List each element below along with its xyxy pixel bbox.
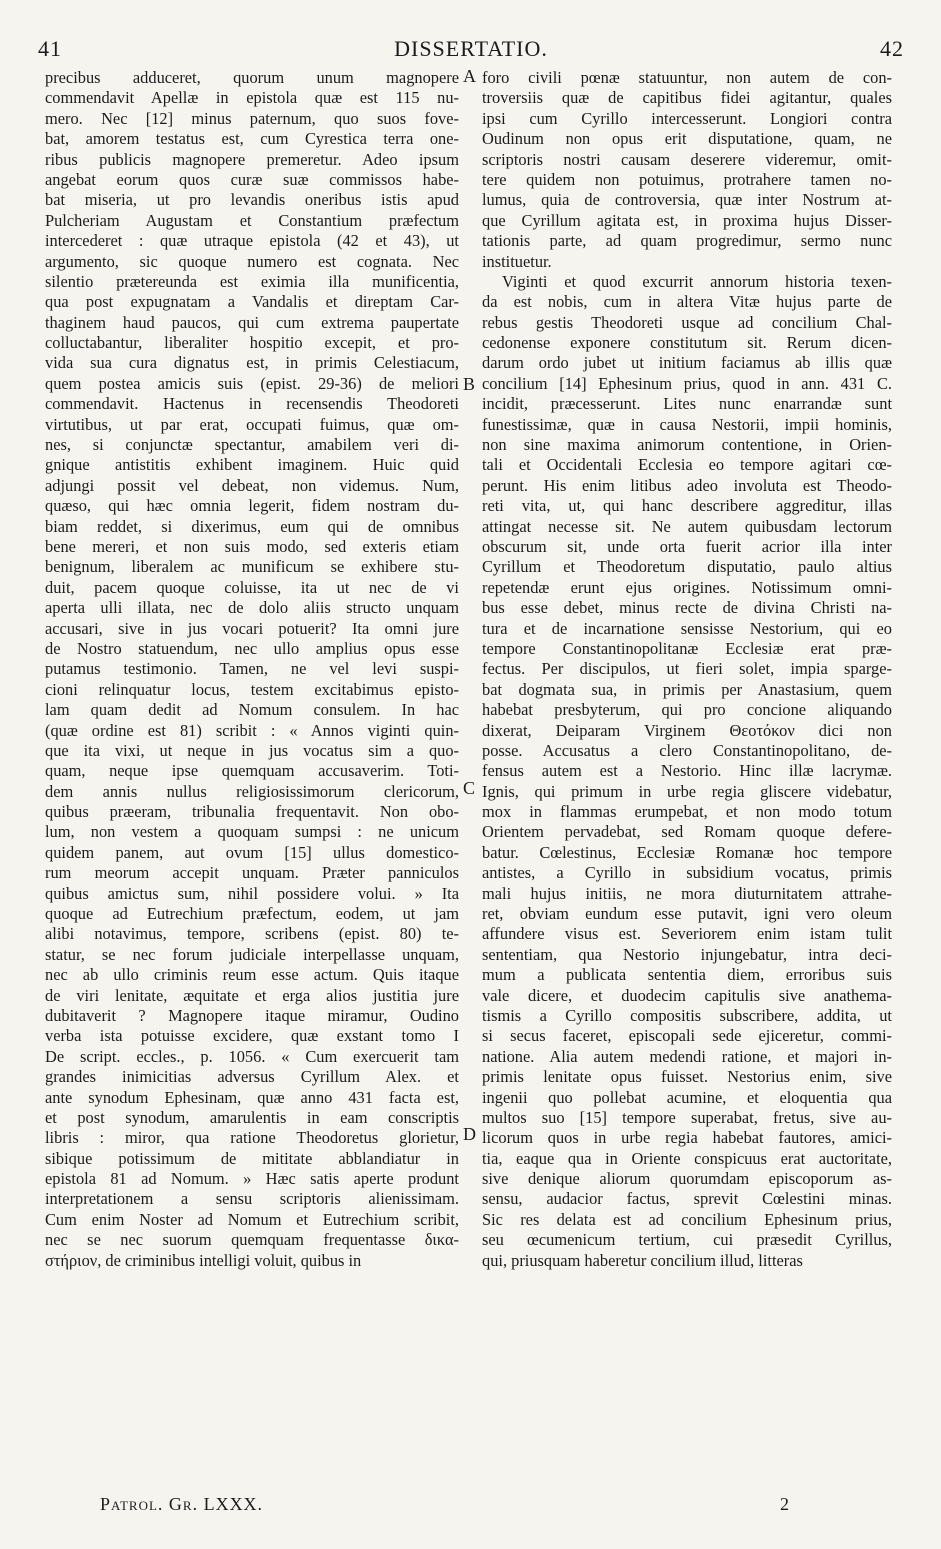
text-line: (quæ ordine est 81) scribit : « Annos viginti quin-: [45, 720, 459, 740]
text-line: qui, priusquam haberetur concilium illud, litteras: [482, 1250, 803, 1270]
text-line: dixerat, Deiparam Virginem Θεοτόκον dici non: [482, 720, 892, 740]
text-line: Pulcheriam Augustam et Constantium præfectum: [45, 210, 459, 230]
text-line: Cyrillum et Theodoretum disputatio, paulo altius: [482, 557, 892, 577]
text-line: de viri lenitate, æquitate et erga alios justitia jure: [45, 985, 459, 1005]
text-line: sibique potissimum de mititate abblandiatur in: [45, 1148, 459, 1168]
text-line: gnique antistitis exhibent imaginem. Huic quid: [45, 455, 459, 475]
text-line: tia, eaque qua in Oriente conspicuus erat auctoritate,: [482, 1148, 892, 1168]
page-number-left: 41: [38, 36, 62, 61]
footer-signature: 2: [780, 1494, 790, 1514]
text-line: affundere visus est. Severiorem enim istam tulit: [482, 924, 892, 944]
text-line: que ita vixi, ut neque in jus vocatus sim a quo-: [45, 740, 459, 760]
text-line: posse. Accusatus a clero Constantinopolitano, de-: [482, 740, 892, 760]
text-line: mali hujus initiis, ne mora diuturnitatem attrahe-: [482, 883, 892, 903]
right-column: [482, 68, 892, 1271]
text-line: aperta ulli illata, nec de dolo aliis structo unquam: [45, 598, 459, 618]
text-line: seu œcumenicum tertium, cui præsedit Cyrillus,: [482, 1230, 892, 1250]
margin-letter-d: D: [463, 1124, 476, 1144]
text-line: στήριον, de criminibus intelligi voluit, quibus in: [45, 1250, 362, 1270]
text-line: silentio prætereunda est eximia illa munificentia,: [45, 271, 459, 291]
text-line: accusari, sive in jus vocari potuerit? Ita omni jure: [45, 618, 459, 638]
text-line: biam reddet, si dixerimus, eum qui de omnibus: [45, 516, 459, 536]
text-line: dem annis nullus religiosissimorum clericorum,: [45, 781, 459, 801]
text-line: foro civili pœnæ statuuntur, non autem de con-: [482, 68, 892, 87]
text-line: instituetur.: [482, 251, 552, 271]
text-line: sensu, audacior factus, sprevit Cœlestini minas.: [482, 1189, 892, 1209]
text-line: attingat necesse sit. Ne autem quibusdam lectorum: [482, 516, 892, 536]
text-line: si secus faceret, episcopali sede ejiceretur, commi-: [482, 1026, 892, 1046]
text-line: quidem panem, aut ovum [15] ullus domestico-: [45, 842, 459, 862]
text-line: Oudinum non opus erit disputatione, quam, ne: [482, 129, 892, 149]
text-line: quibus amictus sum, nihil possidere volui. » Ita: [45, 883, 459, 903]
text-line: bat dogmata sua, in primis per Anastasium, quem: [482, 679, 892, 699]
text-line: libris : miror, qua ratione Theodoretus glorietur,: [45, 1128, 459, 1148]
text-line: epistola 81 ad Nomum. » Hæc satis aperte produnt: [45, 1169, 459, 1189]
text-line: duit, pacem quoque coluisse, ita ut nec de vi: [45, 577, 459, 597]
text-line: troversiis quæ de capitibus fidei agitantur, quales: [482, 88, 892, 108]
text-line: putamus testimonio. Tamen, ne vel levi suspi-: [45, 659, 459, 679]
left-column: [45, 68, 459, 1271]
text-line: primis lenitate opus fuisset. Nestorius enim, sive: [482, 1067, 892, 1087]
text-line: habebat presbyterum, qui pro concione aliquando: [482, 700, 892, 720]
text-line: thaginem haud paucos, qui cum extrema paupertate: [45, 312, 459, 332]
text-line: de Nostro statuendum, nec ullo amplius opus esse: [45, 638, 459, 658]
text-line: tempore Constantinopolitanæ Ecclesiæ erat præ-: [482, 638, 892, 658]
text-line: commendavit Apellæ in epistola quæ est 115 nu-: [45, 88, 459, 108]
text-line: quam, neque ipse quemquam accusaverim. Toti-: [45, 761, 459, 781]
text-line: rebus gestis Theodoreti usque ad concilium Chal-: [482, 312, 892, 332]
text-line: De script. eccles., p. 1056. « Cum exercuerit tam: [45, 1046, 459, 1066]
text-line: lum, non vestem a quoquam sumpsi : ne unicum: [45, 822, 459, 842]
text-line: virtutibus, ut par erat, occupati fuimus, quæ om-: [45, 414, 459, 434]
text-line: natione. Alia autem medendi ratione, et majori in-: [482, 1046, 892, 1066]
text-line: bus esse debet, minus recte de divina Christi na-: [482, 598, 892, 618]
text-line: et post synodum, amarulentis in eam conscriptis: [45, 1107, 459, 1127]
text-line: alibi notavimus, tempore, scribens (epist. 80) te-: [45, 924, 459, 944]
text-line: tismis a Cyrillo compositis subscribere, addita, ut: [482, 1005, 892, 1025]
text-line: ingenii quo pollebat acumine, et eloquentia qua: [482, 1087, 892, 1107]
text-line: ret, obviam eundum esse putavit, igni vero oleum: [482, 904, 892, 924]
text-line: colluctabantur, liberaliter hospitio excepit, et pro-: [45, 333, 459, 353]
text-line: concilium [14] Ephesinum prius, quod in ann. 431 C.: [482, 373, 892, 393]
text-line: obscurum sit, unde orta fuerit acrior illa inter: [482, 536, 892, 556]
running-header: [38, 36, 904, 66]
text-line: precibus adduceret, quorum unum magnopere: [45, 68, 459, 87]
text-line: tali et Occidentali Ecclesia eo tempore agitari cœ-: [482, 455, 892, 475]
text-line: que Cyrillum agitata est, in proxima hujus Disser-: [482, 210, 892, 230]
text-line: nes, si conjunctæ spectantur, amabilem veri di-: [45, 435, 459, 455]
text-line: mox in flammas erumpebat, et non modo totum: [482, 802, 892, 822]
text-line: grandes inimicitias adversus Cyrillum Alex. et: [45, 1067, 459, 1087]
text-line: argumento, sic quoque numero est cognata. Nec: [45, 251, 459, 271]
text-line: bat, amorem testatus est, cum Cyrestica terra one-: [45, 129, 459, 149]
text-line: fensus autem est a Nestorio. Hinc illæ lacrymæ.: [482, 761, 892, 781]
text-line: verba ista potuisse excidere, quæ exstant tomo I: [45, 1026, 459, 1046]
text-line: intercederet : quæ utraque epistola (42 et 43), ut: [45, 231, 459, 251]
text-line: interpretationem a sensu scriptoris alienissimam.: [45, 1189, 459, 1209]
text-line: bene mereri, et non suis modo, sed exteris etiam: [45, 536, 459, 556]
text-line: nec ab ullo criminis reum esse actum. Quis itaque: [45, 965, 459, 985]
text-line: perunt. His enim litibus adeo involuta est Theodo-: [482, 475, 892, 495]
text-line: Viginti et quod excurrit annorum historia texen-: [502, 271, 892, 291]
text-line: ante synodum Ephesinam, quæ anno 431 facta est,: [45, 1087, 459, 1107]
text-line: cioni relinquatur locus, testem excitabimus episto-: [45, 679, 459, 699]
margin-letter-b: B: [463, 374, 476, 394]
text-line: quem postea amicis suis (epist. 29-36) de meliori: [45, 373, 459, 393]
page-number-right: 42: [880, 36, 904, 61]
text-line: scriptoris nostri causam deserere videremur, omit-: [482, 149, 892, 169]
text-line: cedonense exponere constitutum sit. Rerum dicen-: [482, 333, 892, 353]
text-line: mum a publicata sententia diem, erroribus suis: [482, 965, 892, 985]
margin-letter-c: C: [463, 778, 476, 798]
text-line: multos suo [15] tempore superabat, fretus, sive au-: [482, 1107, 892, 1127]
text-line: incidit, præcesserunt. Lites nunc enarrandæ sunt: [482, 394, 892, 414]
text-line: mero. Nec [12] minus paternum, quo suos fove-: [45, 108, 459, 128]
text-line: antistes, a Cyrillo in subsidium vocatus, primis: [482, 863, 892, 883]
text-line: non sine maxima animorum contentione, in Orien-: [482, 435, 892, 455]
text-line: Orientem pervadebat, sed Romam quoque defere-: [482, 822, 892, 842]
running-title: DISSERTATIO.: [394, 36, 548, 61]
text-line: funestissimæ, quæ in causa Nestorii, impii hominis,: [482, 414, 892, 434]
text-line: rum meorum accepit unquam. Præter panniculos: [45, 863, 459, 883]
text-line: da est nobis, cum in altera Vitæ hujus parte de: [482, 292, 892, 312]
text-line: batur. Cœlestinus, Ecclesiæ Romanæ hoc tempore: [482, 842, 892, 862]
text-line: statur, se nec forum judiciale interpellasse unquam,: [45, 944, 459, 964]
text-line: tere quidem non potuimus, protrahere tamen no-: [482, 169, 892, 189]
text-line: sive denique aliorum quorumdam episcoporum as-: [482, 1169, 892, 1189]
text-line: bat miseria, ut pro levandis oneribus istis apud: [45, 190, 459, 210]
text-line: Ignis, qui primum in urbe regia gliscere videbatur,: [482, 781, 892, 801]
text-line: nec se nec suorum quemquam frequentasse δικα-: [45, 1230, 459, 1250]
text-line: repetendæ erunt ejus origines. Notissimum omni-: [482, 577, 892, 597]
text-line: quæso, qui hæc omnia legerit, fidem nostram du-: [45, 496, 459, 516]
text-line: lumus, quia de controversia, quæ inter Nostrum at-: [482, 190, 892, 210]
text-line: ribus publicis magnopere premeretur. Adeo ipsum: [45, 149, 459, 169]
text-line: lam quam dedit ad Nomum consulem. In hac: [45, 700, 459, 720]
text-line: qua post expugnatam a Vandalis et direptam Car-: [45, 292, 459, 312]
text-line: adjungi possit vel debeat, non videmus. Num,: [45, 475, 459, 495]
text-line: benignum, liberalem ac munificum se exhibere stu-: [45, 557, 459, 577]
margin-letter-a: A: [463, 66, 476, 86]
text-line: darum ordo jubet ut initium faciamus ab illis quæ: [482, 353, 892, 373]
text-line: Sic res delata est ad concilium Ephesinum prius,: [482, 1209, 892, 1229]
text-line: fectus. Per discipulos, ut fieri solet, impia sparge-: [482, 659, 892, 679]
text-line: tationis parte, ad quam progredimur, sermo nunc: [482, 231, 892, 251]
text-line: commendavit. Hactenus in recensendis Theodoreti: [45, 394, 459, 414]
text-line: tura et de incarnatione sensisse Nestorium, qui eo: [482, 618, 892, 638]
text-line: Cum enim Noster ad Nomum et Eutrechium scribit,: [45, 1209, 459, 1229]
text-line: angebat eorum quos curæ suæ commissos habe-: [45, 169, 459, 189]
footer-series: Patrol. Gr. LXXX.: [100, 1494, 264, 1514]
text-line: reti vita, ut, qui hanc describere aggreditur, illas: [482, 496, 892, 516]
text-line: vida sua cura dignatus est, in primis Celestiacum,: [45, 353, 459, 373]
text-line: licorum quos in urbe regia habebat fautores, amici-: [482, 1128, 892, 1148]
text-line: quoque ad Eutrechium præfectum, eodem, ut jam: [45, 904, 459, 924]
text-line: vale dicere, et duodecim capitulis sive anathema-: [482, 985, 892, 1005]
text-line: ipsi cum Cyrillo intercesserunt. Longiori contra: [482, 108, 892, 128]
text-line: sententiam, qua Nestorio injungebatur, intra deci-: [482, 944, 892, 964]
text-line: dubitaverit ? Magnopere itaque miramur, Oudino: [45, 1005, 459, 1025]
text-line: quibus præeram, tribunalia frequentavit. Non obo-: [45, 802, 459, 822]
